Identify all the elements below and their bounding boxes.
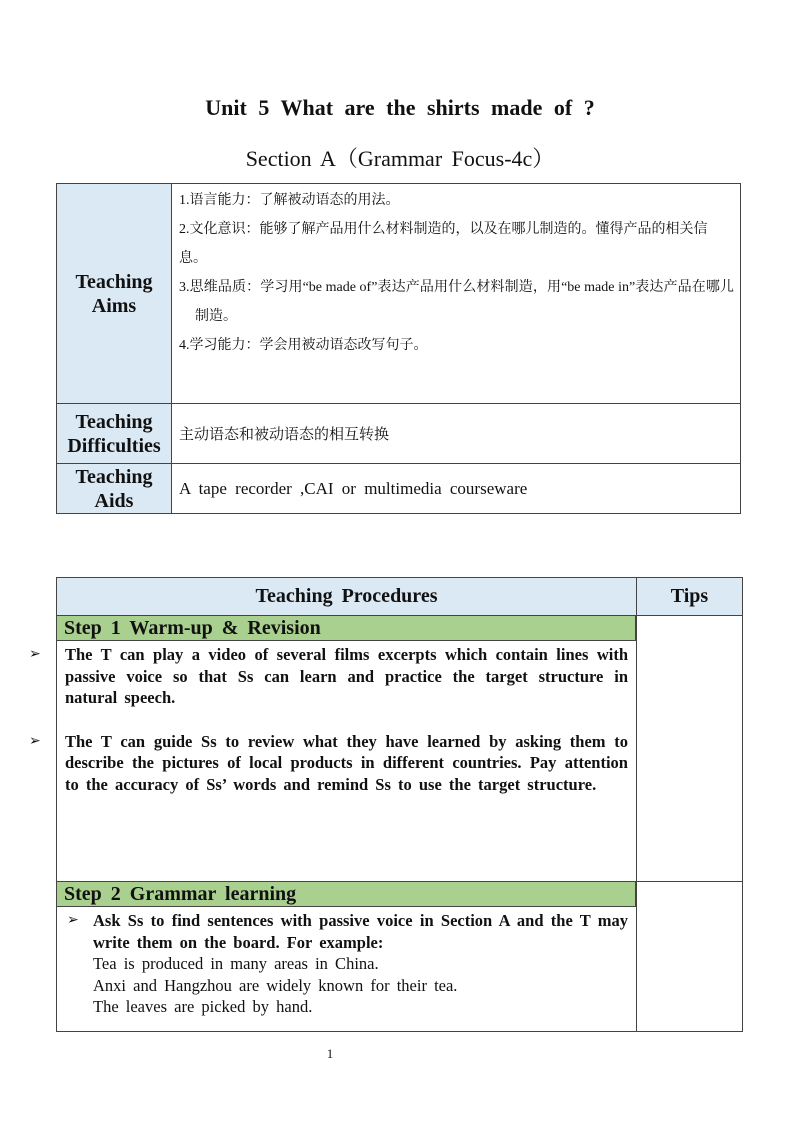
difficulties-content: 主动语态和被动语态的相互转换 (172, 404, 741, 464)
aids-content: A tape recorder ,CAI or multimedia courseware (172, 464, 741, 514)
page-number: 1 (326, 1046, 334, 1061)
tips-header: Tips (637, 578, 743, 616)
step1-title: Step 1 Warm-up & Revision (57, 616, 636, 641)
step2-cell (57, 882, 637, 1032)
procedures-table (29, 577, 743, 1032)
difficulties-label: Teaching Difficulties (57, 404, 172, 464)
aim-item: 2.文化意识：能够了解产品用什么材料制造的，以及在哪儿制造的。懂得产品的相关信息。 (179, 222, 708, 266)
document-title: Unit 5 What are the shirts made of ? (205, 95, 595, 120)
step1-bullet (29, 644, 636, 709)
aims-content (172, 184, 741, 404)
aim-item: 3.思维品质：学习用“be made of”表达产品用什么材料制造，用“be made in”表达产品在哪儿制造。 (179, 280, 734, 324)
procedures-header: Teaching Procedures (57, 578, 637, 616)
step2-title: Step 2 Grammar learning (57, 882, 636, 907)
step1-cell (29, 616, 637, 882)
document-subtitle: Section A（Grammar Focus-4c） (245, 146, 555, 171)
aids-label: Teaching Aids (57, 464, 172, 514)
aim-item: 1.语言能力：了解被动语态的用法。 (179, 193, 400, 208)
aims-label: Teaching Aims (57, 184, 172, 404)
example-sentence: Anxi and Hangzhou are widely known for their tea. (93, 975, 458, 995)
step2-tips-cell (637, 882, 743, 1032)
bullet-arrow-icon: ➢ (29, 733, 41, 749)
aim-item: 4.学习能力：学会用被动语态改写句子。 (179, 338, 428, 353)
step1-tips-cell (637, 616, 743, 882)
example-sentence: The leaves are picked by hand. (93, 997, 313, 1016)
example-sentence: Tea is produced in many areas in China. (93, 954, 379, 973)
step2-bullet (57, 910, 636, 953)
step2-bullet-text: Ask Ss to find sentences with passive voice in Section A and the T may write them on the board. For example: (93, 911, 628, 952)
teaching-info-table (56, 183, 741, 514)
bullet-arrow-icon: ➢ (67, 913, 79, 928)
bullet-arrow-icon: ➢ (29, 647, 41, 662)
step1-bullet-text: The T can guide Ss to review what they have learned by asking them to describe the pictures of local products in different countries. Pay attention to the accuracy of Ss’ words and remind Ss to use the target structure. (65, 731, 628, 794)
step1-bullet (29, 731, 636, 796)
step1-bullet-text: The T can play a video of several films excerpts which contain lines with passive voice so that Ss can learn and practice the target structure in natural speech. (65, 645, 628, 707)
